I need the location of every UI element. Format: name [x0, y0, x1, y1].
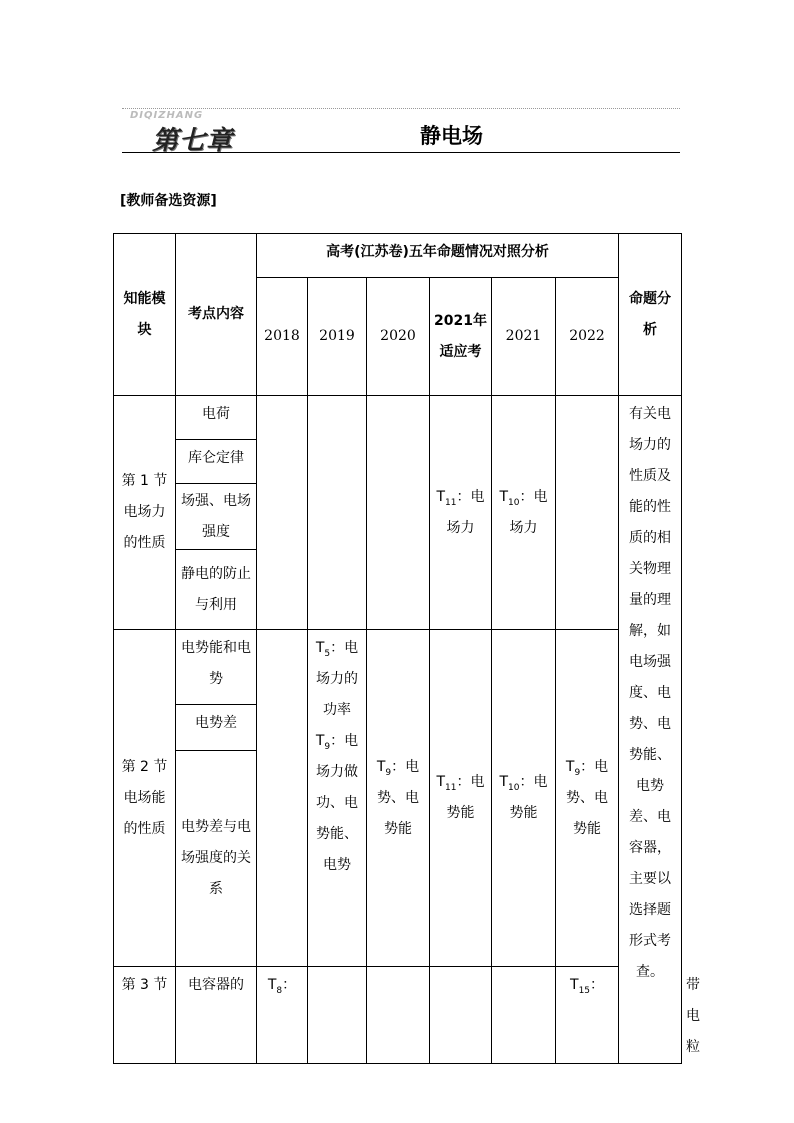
s2-2019: $T_5$：电场力的功率 $T_9$：电场力做功、电势能、电势 — [308, 630, 367, 967]
s1-2022 — [556, 396, 619, 630]
s2-2020: $T_9$：电势、电势能 — [367, 630, 430, 967]
s1-2019 — [308, 396, 367, 630]
year-2021-mock: 2021年适应考 — [430, 278, 492, 396]
analysis-table: 知能模块 考点内容 高考(江苏卷)五年命题情况对照分析 命题分析 2018 2019 2020 2021年适应考 2021 2022 第 1 节电场力的性质 电荷 $T_{11}$：电场力 $T_{10}$：电场力 有关电场力的性质及能的性质的相关物理量的理解，如电场强度、电势、电势能、电势差、电容器，主要以选择题形式考查。 库仑定律 场强、电场强度 静电的防止与利用 第 2 节电场能的性质 电势能和电势 $T_5$：电场力的功率 $T_9$：电场力做功、电势能、电势 $T_9$：电势、电势能 $T_{11}$：电势能 $T_{10}$：电势能 $T_9$：电势、电势能 电势差 电势差与电场强度的关系 第 3 节 电容器的 $T_8$： $T_{15}$： 带电粒 — [113, 233, 682, 1064]
s2-2018 — [257, 630, 308, 967]
s1-2018 — [257, 396, 308, 630]
module-section-2: 第 2 节电场能的性质 — [114, 630, 176, 967]
year-2022: 2022 — [556, 278, 619, 396]
year-2019: 2019 — [308, 278, 367, 396]
resource-label: [教师备选资源] — [120, 193, 217, 209]
topic-potential-diff: 电势差 — [176, 705, 257, 751]
chapter-pinyin: DIQIZHANG — [130, 110, 204, 121]
s3-2019 — [308, 967, 367, 1064]
analysis-text: 有关电场力的性质及能的性质的相关物理量的理解，如电场强度、电势、电势能、电势差、电容器，主要以选择题形式考查。 — [619, 396, 682, 1064]
s2-2022: $T_9$：电势、电势能 — [556, 630, 619, 967]
year-2020: 2020 — [367, 278, 430, 396]
topic-charge: 电荷 — [176, 396, 257, 440]
topic-electrostatic: 静电的防止与利用 — [176, 550, 257, 630]
chapter-label: 第七章 — [152, 126, 234, 156]
s1-2021: $T_{10}$：电场力 — [492, 396, 556, 630]
s3-2021-mock — [430, 967, 492, 1064]
s3-2022: $T_{15}$： — [556, 967, 619, 1064]
s2-2021-mock: $T_{11}$：电势能 — [430, 630, 492, 967]
header-rule — [122, 152, 680, 153]
s3-2018: $T_8$： — [257, 967, 308, 1064]
header-topic: 考点内容 — [176, 234, 257, 396]
page-title: 静电场 — [420, 123, 483, 148]
s3-2021 — [492, 967, 556, 1064]
topic-potential-energy: 电势能和电势 — [176, 630, 257, 705]
s2-2021: $T_{10}$：电势能 — [492, 630, 556, 967]
s1-2021-mock: $T_{11}$：电场力 — [430, 396, 492, 630]
header-analysis: 命题分析 — [619, 234, 682, 396]
topic-capacitor: 电容器的 — [176, 967, 257, 1064]
year-2021: 2021 — [492, 278, 556, 396]
s3-2020 — [367, 967, 430, 1064]
topic-field-strength: 场强、电场强度 — [176, 484, 257, 550]
topic-coulomb: 库仑定律 — [176, 440, 257, 484]
header-dotted-rule — [122, 108, 680, 109]
header-group: 高考(江苏卷)五年命题情况对照分析 — [257, 234, 619, 278]
module-section-3: 第 3 节 — [114, 967, 176, 1064]
year-2018: 2018 — [257, 278, 308, 396]
header-module: 知能模块 — [114, 234, 176, 396]
module-section-1: 第 1 节电场力的性质 — [114, 396, 176, 630]
topic-potential-field-relation: 电势差与电场强度的关系 — [176, 751, 257, 967]
s1-2020 — [367, 396, 430, 630]
